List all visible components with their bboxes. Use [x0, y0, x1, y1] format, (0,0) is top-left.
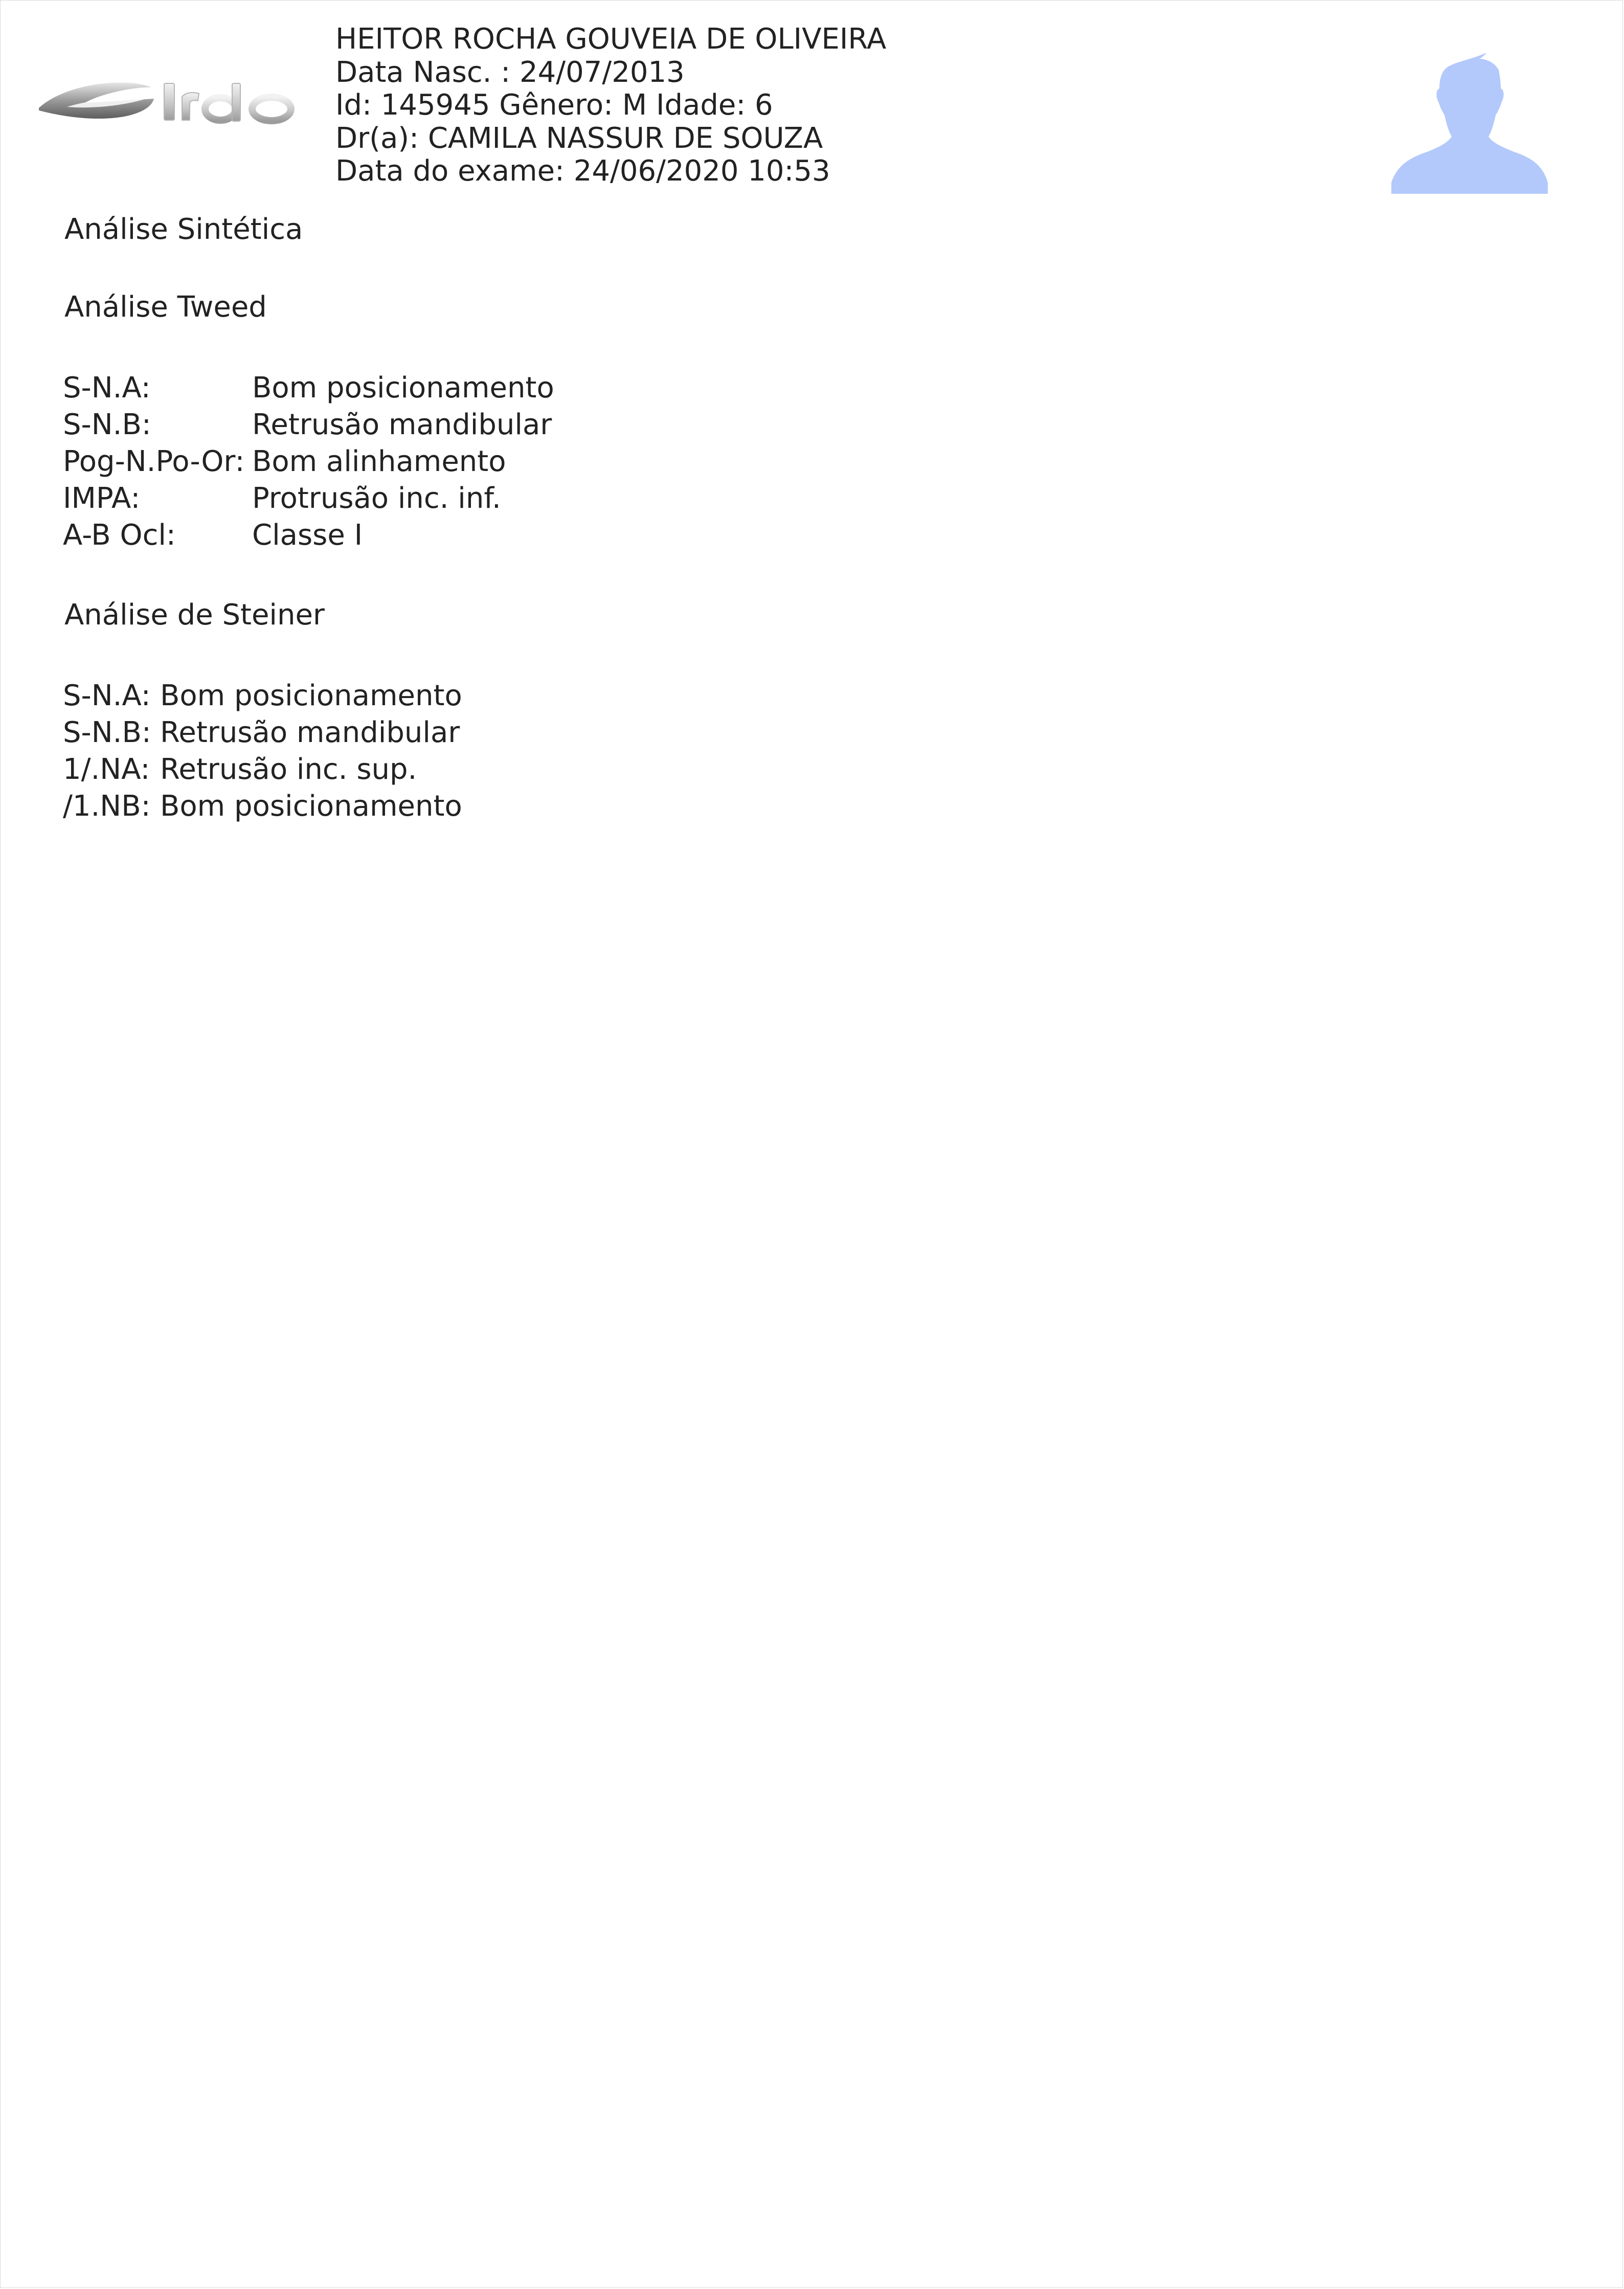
table-row [63, 517, 554, 554]
patient-header [335, 23, 886, 188]
row-value: Bom posicionamento [252, 371, 554, 405]
table-row [63, 678, 462, 714]
table-row [63, 788, 462, 825]
table-row [63, 407, 554, 443]
table-row [63, 443, 554, 480]
section-title-tweed: Análise Tweed [64, 290, 267, 324]
row-value: Retrusão inc. sup. [160, 753, 417, 786]
row-key: S-N.A: [63, 679, 151, 712]
user-silhouette-icon [1391, 52, 1550, 195]
row-value: Protrusão inc. inf. [252, 482, 501, 515]
row-key: 1/.NA: [63, 753, 150, 786]
section-title-sintetica: Análise Sintética [64, 213, 303, 246]
row-key: S-N.B: [63, 408, 151, 441]
row-key: S-N.A: [63, 371, 151, 405]
row-key: A-B Ocl: [63, 519, 176, 552]
patient-id-gender-age: Id: 145945 Gênero: M Idade: 6 [335, 88, 773, 122]
row-value: Bom posicionamento [160, 679, 462, 712]
table-row [63, 751, 462, 788]
table-row [63, 370, 554, 407]
row-key: /1.NB: [63, 790, 151, 823]
row-value: Classe I [252, 519, 363, 552]
section-title-steiner: Análise de Steiner [64, 598, 325, 632]
tweed-table [63, 370, 554, 554]
table-row [63, 480, 554, 517]
row-key: Pog-N.Po-Or: [63, 445, 245, 478]
exam-date: Data do exame: 24/06/2020 10:53 [335, 154, 830, 188]
row-key: IMPA: [63, 482, 141, 515]
row-value: Retrusão mandibular [160, 716, 460, 749]
table-row [63, 714, 462, 751]
row-value: Bom alinhamento [252, 445, 506, 478]
row-key: S-N.B: [63, 716, 151, 749]
irdo-logo [36, 72, 307, 133]
row-value: Bom posicionamento [160, 790, 462, 823]
doctor-name: Dr(a): CAMILA NASSUR DE SOUZA [335, 121, 823, 155]
steiner-table [63, 678, 462, 825]
patient-name: HEITOR ROCHA GOUVEIA DE OLIVEIRA [335, 23, 887, 56]
birth-date: Data Nasc. : 24/07/2013 [335, 55, 685, 89]
row-value: Retrusão mandibular [252, 408, 552, 441]
